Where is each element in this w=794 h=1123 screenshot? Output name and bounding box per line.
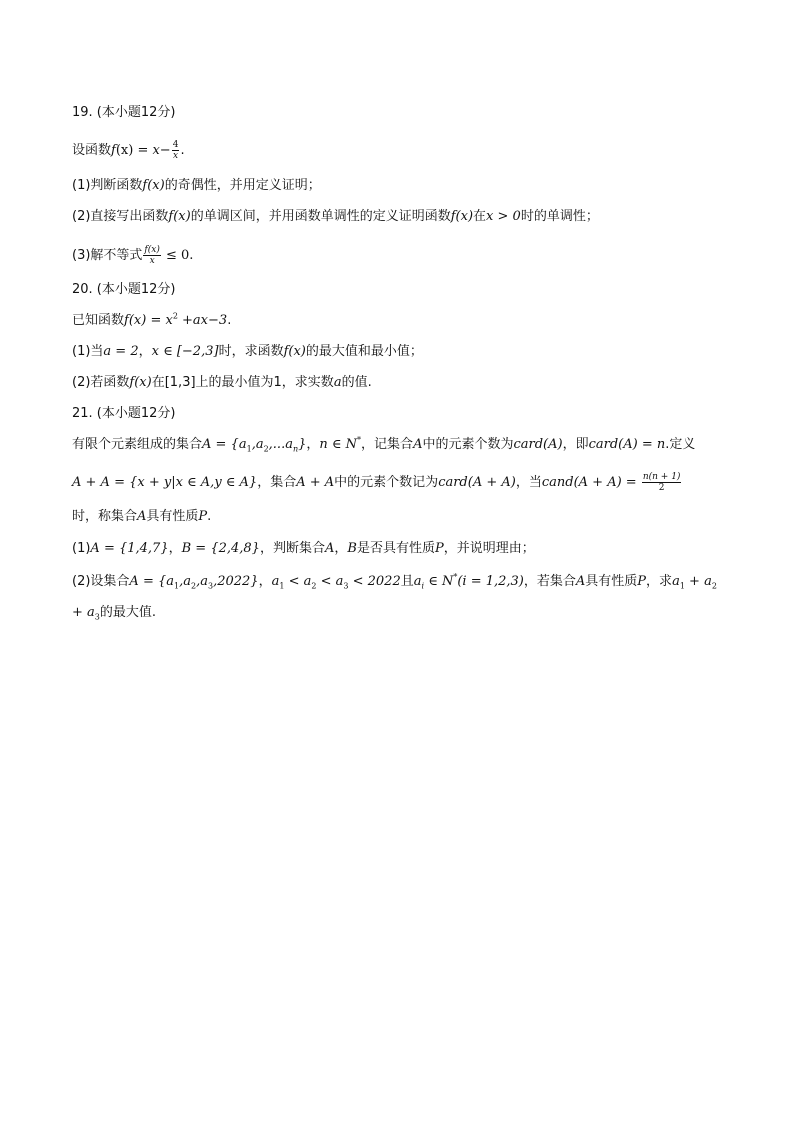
superscript: * bbox=[357, 435, 362, 445]
math: a bbox=[672, 574, 680, 589]
math: ,a bbox=[179, 574, 191, 589]
math: f(x) bbox=[168, 209, 191, 224]
subscript: 2 bbox=[263, 444, 269, 454]
fraction bbox=[642, 472, 682, 493]
math: + a bbox=[684, 574, 712, 589]
q21-part2-cont bbox=[72, 604, 156, 622]
q21-part2 bbox=[72, 573, 717, 591]
math: x > 0 bbox=[486, 209, 521, 224]
text: (1) bbox=[72, 541, 91, 556]
subscript: 2 bbox=[711, 581, 717, 591]
text: 的奇偶性，并用定义证明； bbox=[164, 178, 321, 193]
subscript: 3 bbox=[94, 612, 100, 622]
math: f(x) bbox=[124, 313, 147, 328]
math: a = 2 bbox=[103, 344, 139, 359]
subscript: 1 bbox=[279, 581, 285, 591]
math: f(x) bbox=[450, 209, 474, 224]
q20-part1 bbox=[72, 343, 423, 361]
math: f(x) bbox=[142, 178, 165, 193]
subscript: 2 bbox=[311, 581, 317, 591]
math: a bbox=[413, 574, 422, 589]
q21-header bbox=[72, 405, 176, 423]
text: 是否具有性质 bbox=[356, 541, 435, 556]
text: ， bbox=[138, 344, 152, 359]
math: A + A bbox=[296, 475, 335, 490]
math: card(A) bbox=[513, 437, 563, 452]
superscript: * bbox=[453, 572, 458, 582]
q19-header bbox=[72, 104, 176, 122]
numerator: 4 bbox=[172, 140, 179, 150]
math: P bbox=[637, 574, 647, 589]
math: (i = 1,2,3) bbox=[457, 574, 524, 589]
text: (2)设集合 bbox=[72, 574, 130, 589]
math: a bbox=[271, 574, 280, 589]
subscript: 3 bbox=[207, 581, 214, 591]
math: f bbox=[111, 143, 116, 158]
math: A = {1,4,7} bbox=[90, 541, 169, 556]
subscript: n bbox=[292, 444, 299, 454]
subscript: 3 bbox=[343, 581, 349, 591]
math: + a bbox=[72, 605, 95, 620]
math: card(A) = n bbox=[588, 437, 666, 452]
math: < a bbox=[316, 574, 344, 589]
math: ≤ 0. bbox=[161, 248, 194, 263]
text: (3)解不等式 bbox=[72, 248, 143, 263]
math: A = {a bbox=[129, 574, 174, 589]
denominator: 2 bbox=[658, 483, 665, 493]
math: A = {a bbox=[202, 437, 247, 452]
subscript: i bbox=[421, 581, 425, 591]
q19-header-text: 19. (本小题12分) bbox=[72, 105, 176, 120]
math: f(x) bbox=[129, 375, 152, 390]
text: 有限个元素组成的集合 bbox=[72, 437, 203, 452]
math: ,2022} bbox=[213, 574, 259, 589]
q21-part1 bbox=[72, 540, 535, 558]
text: (1)判断函数 bbox=[72, 178, 143, 193]
math: (x) bbox=[115, 143, 134, 158]
superscript: 2 bbox=[172, 311, 178, 321]
q21-line2 bbox=[72, 472, 682, 493]
math: +ax−3 bbox=[177, 313, 228, 328]
text: 具有性质 bbox=[585, 574, 638, 589]
math: < a bbox=[284, 574, 312, 589]
math: } bbox=[298, 437, 307, 452]
math: ∈ N bbox=[424, 574, 454, 589]
q20-header bbox=[72, 281, 176, 299]
q20-header-text: 20. (本小题12分) bbox=[72, 282, 176, 297]
text: 中的元素个数为 bbox=[422, 437, 514, 452]
text: ，求 bbox=[646, 574, 673, 589]
text: ， bbox=[334, 541, 348, 556]
subscript: 1 bbox=[174, 581, 180, 591]
text: 的单调区间，并用函数单调性的定义证明函数 bbox=[190, 209, 451, 224]
text: ，判断集合 bbox=[259, 541, 325, 556]
subscript: 2 bbox=[190, 581, 197, 591]
fraction bbox=[172, 140, 180, 161]
subscript: 1 bbox=[246, 444, 252, 454]
math: a bbox=[333, 375, 342, 390]
math: < 2022 bbox=[348, 574, 401, 589]
math: P bbox=[434, 541, 444, 556]
text: . bbox=[227, 313, 232, 328]
text: (2)若函数 bbox=[72, 375, 130, 390]
text: 的值. bbox=[341, 375, 372, 390]
math: A bbox=[137, 509, 147, 524]
text: 且 bbox=[400, 574, 414, 589]
text: .定义 bbox=[665, 437, 696, 452]
fraction bbox=[143, 245, 160, 266]
math: A + A = {x + y|x ∈ A,y ∈ A} bbox=[72, 475, 258, 490]
q20-part2 bbox=[72, 374, 372, 392]
text: ，若集合 bbox=[523, 574, 576, 589]
text: (1)当 bbox=[72, 344, 104, 359]
math: B bbox=[347, 541, 357, 556]
text: 的最大值和最小值； bbox=[305, 344, 423, 359]
text: ，记集合 bbox=[361, 437, 414, 452]
text: 时，称集合 bbox=[72, 509, 138, 524]
math: A bbox=[324, 541, 335, 556]
text: 时的单调性； bbox=[520, 209, 599, 224]
denominator: x bbox=[173, 151, 179, 161]
math: = x bbox=[146, 313, 173, 328]
numerator: n(n + 1) bbox=[642, 472, 681, 482]
text: 设函数 bbox=[72, 143, 112, 158]
math: n ∈ N bbox=[319, 437, 358, 452]
denominator: x bbox=[149, 256, 155, 266]
math: ,a bbox=[251, 437, 264, 452]
text: ， bbox=[306, 437, 320, 452]
q21-header-text: 21. (本小题12分) bbox=[72, 406, 176, 421]
text: (2)直接写出函数 bbox=[72, 209, 169, 224]
text: ， bbox=[258, 574, 272, 589]
numerator: f(x) bbox=[144, 245, 160, 255]
math: ,a bbox=[196, 574, 208, 589]
q21-line1 bbox=[72, 436, 695, 454]
text: ， bbox=[168, 541, 182, 556]
math: ,...a bbox=[268, 437, 293, 452]
text: ，即 bbox=[562, 437, 589, 452]
text: 的最大值. bbox=[99, 605, 157, 620]
text: 中的元素个数记为 bbox=[334, 475, 439, 490]
math: = x− bbox=[133, 143, 171, 158]
text: ，当 bbox=[515, 475, 542, 490]
q19-part3 bbox=[72, 245, 193, 266]
q19-part2 bbox=[72, 208, 599, 226]
math: x ∈ [−2,3] bbox=[151, 344, 219, 359]
subscript: 1 bbox=[679, 581, 685, 591]
text: 已知函数 bbox=[72, 313, 125, 328]
text: 具有性质 bbox=[146, 509, 199, 524]
math: A bbox=[575, 574, 586, 589]
text: 时，求函数 bbox=[218, 344, 284, 359]
text: ，并说明理由； bbox=[443, 541, 535, 556]
math: A bbox=[413, 437, 423, 452]
q20-intro bbox=[72, 312, 231, 330]
math: P bbox=[198, 509, 208, 524]
text: . bbox=[180, 143, 185, 158]
q21-line3 bbox=[72, 508, 211, 526]
text: . bbox=[207, 509, 212, 524]
math: card(A + A) bbox=[438, 475, 516, 490]
q19-intro bbox=[72, 140, 185, 161]
text: 在 bbox=[473, 209, 487, 224]
text: ，集合 bbox=[257, 475, 297, 490]
math: cand(A + A) = bbox=[541, 475, 641, 490]
text: 在[1,3]上的最小值为1，求实数 bbox=[151, 375, 334, 390]
math: f(x) bbox=[283, 344, 306, 359]
q19-part1 bbox=[72, 177, 321, 195]
math: B = {2,4,8} bbox=[181, 541, 260, 556]
